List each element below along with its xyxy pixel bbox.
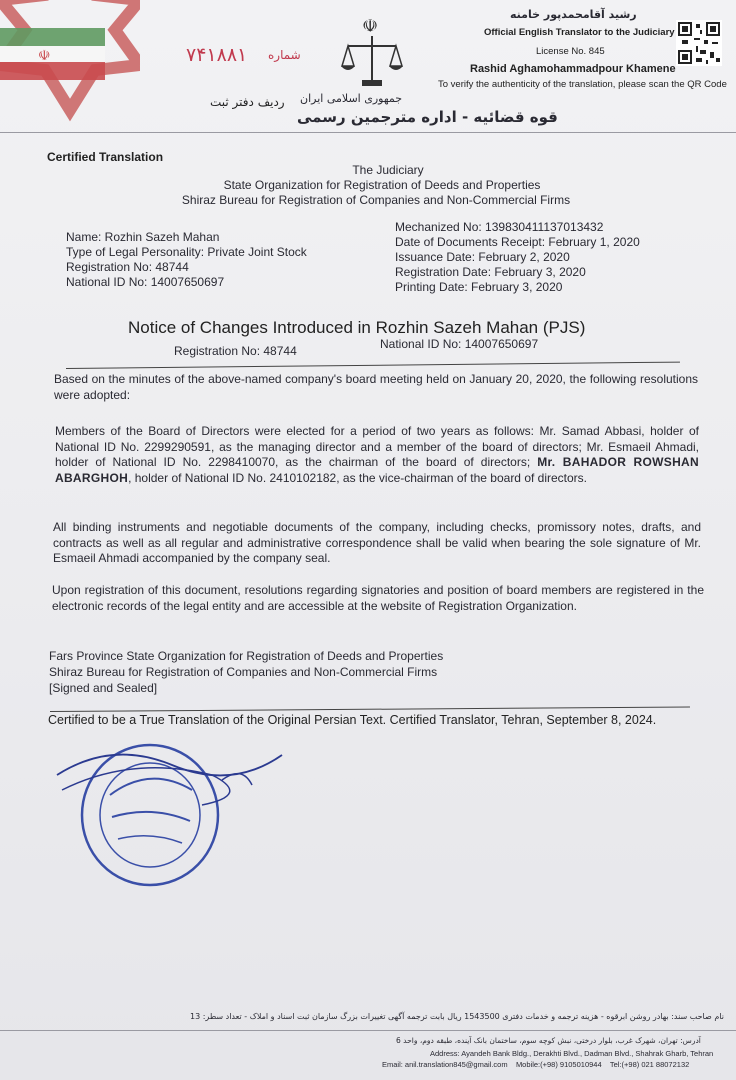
printing-date: Printing Date: February 3, 2020: [395, 280, 563, 294]
registry-label: ردیف دفتر ثبت: [210, 95, 285, 109]
document-dates: [395, 220, 640, 295]
issuer-line: Shiraz Bureau for Registration of Companies and Non-Commercial Firms: [181, 193, 571, 207]
paragraph-minutes: Based on the minutes of the above-named company's board meeting held on January 20, 2020, the following resolutions were adopted:: [54, 372, 698, 402]
registration-number: Registration No: 48744: [66, 260, 189, 274]
board-text: Members of the Board of Directors were elected for a period of two years as follows: Mr. Samad Abbasi, holder of National ID No. 2299290591, as the managing director and a member of the board of directors; Mr. Esmaeil Ahmadi, holder of National ID No. 2298410070, as the chairman of the board of directors;: [55, 424, 699, 469]
company-info: [66, 230, 307, 290]
mechanized-number: Mechanized No: 139830411137013432: [395, 220, 604, 234]
footer-divider: [0, 1030, 736, 1031]
qr-code-icon[interactable]: [676, 20, 722, 66]
judiciary-scales-icon: [340, 12, 404, 92]
paragraph-registration: Upon registration of this document, resolutions regarding signatories and position of board members are registered in the electronic records of the legal entity and are accessible at the website of Registration Organization.: [52, 583, 704, 613]
email-link[interactable]: Email: anil.translation845@gmail.com: [382, 1060, 508, 1069]
national-id: National ID No: 14007650697: [66, 275, 225, 289]
judiciary-department: قوه قضائیه - اداره مترجمین رسمی: [297, 108, 558, 126]
paragraph-signatories: All binding instruments and negotiable documents of the company, including checks, promissory notes, drafts, and contracts as well as all regular and administrative correspondence shall be valid when bearing the sole signature of Mr. Esmaeil Ahmadi accompanied by the company seal.: [53, 520, 701, 565]
registration-date: Registration Date: February 3, 2020: [395, 265, 586, 279]
board-text-end: , holder of National ID No. 2410102182, as the vice-chairman of the board of directors.: [128, 470, 588, 485]
office-address: Address: Ayandeh Bank Bldg., Derakhti Blvd., Dadman Blvd., Shahrak Gharb, Tehran: [430, 1049, 714, 1058]
paragraph-board-members: [55, 424, 699, 486]
notice-registration: Registration No: 48744: [174, 344, 297, 358]
translator-name: Rashid Aghamohammadpour Khamene: [470, 63, 676, 75]
issuer-signature-block: [49, 648, 443, 696]
svg-text:☫: ☫: [362, 16, 379, 37]
contact-line: [382, 1060, 689, 1069]
footer-line: Fars Province State Organization for Registration of Deeds and Properties: [49, 649, 444, 663]
serial-number: ۷۴۱۸۸۱: [186, 44, 248, 66]
legal-personality: Type of Legal Personality: Private Joint Stock: [66, 245, 307, 259]
telephone-number: Tel:(+98) 021 88072132: [609, 1060, 690, 1069]
company-name: Name: Rozhin Sazeh Mahan: [66, 230, 220, 244]
document-heading: Certified Translation: [47, 150, 164, 164]
persian-address: آدرس: تهران، شهرک غرب، بلوار درختی، نبش کوچه سوم، ساختمان بانک آینده، طبقه دوم، واحد 6: [396, 1036, 701, 1045]
issuance-date: Issuance Date: February 2, 2020: [395, 250, 570, 264]
fee-note: نام صاحب سند: بهادر روشن ابرقوه - هزینه ترجمه و خدمات دفتری 1543500 ریال بابت ترجمه آگهی تغییرات بزرگ سازمان ثبت اسناد و املاک - تعداد سطر: 13: [190, 1012, 724, 1021]
section-divider: [66, 362, 680, 369]
translator-title: Official English Translator to the Judiciary: [484, 27, 675, 38]
translator-persian-name: رشید آقامحمدپور خامنه: [510, 8, 637, 21]
section-divider: [50, 707, 690, 712]
vice-chairman-name: Mr. BAHADOR ROWSHAN ABARGHOH: [55, 455, 699, 485]
footer-line: [Signed and Sealed]: [49, 681, 158, 695]
official-seal-stamp: [52, 735, 292, 895]
certification-statement: Certified to be a True Translation of the Original Persian Text. Certified Translator, Tehran, September 8, 2024.: [48, 713, 657, 727]
issuer-line: State Organization for Registration of Deeds and Properties: [223, 178, 541, 192]
serial-label: شماره: [268, 48, 301, 62]
iran-flag-emblem-icon: [0, 0, 140, 125]
issuer-line: The Judiciary: [352, 163, 424, 177]
notice-national-id: National ID No: 14007650697: [380, 337, 539, 351]
verification-note: To verify the authenticity of the translation, please scan the QR Code: [438, 79, 727, 90]
header-divider: [0, 132, 736, 133]
footer-line: Shiraz Bureau for Registration of Companies and Non-Commercial Firms: [49, 665, 438, 679]
judiciary-persian-name: جمهوری اسلامی ایران: [300, 92, 403, 105]
svg-text:☫: ☫: [38, 48, 51, 64]
mobile-number: Mobile:(+98) 9105010944: [515, 1060, 602, 1069]
translator-license: License No. 845: [536, 46, 605, 57]
receipt-date: Date of Documents Receipt: February 1, 2020: [395, 235, 640, 249]
notice-title: Notice of Changes Introduced in Rozhin Sazeh Mahan (PJS): [128, 318, 586, 337]
